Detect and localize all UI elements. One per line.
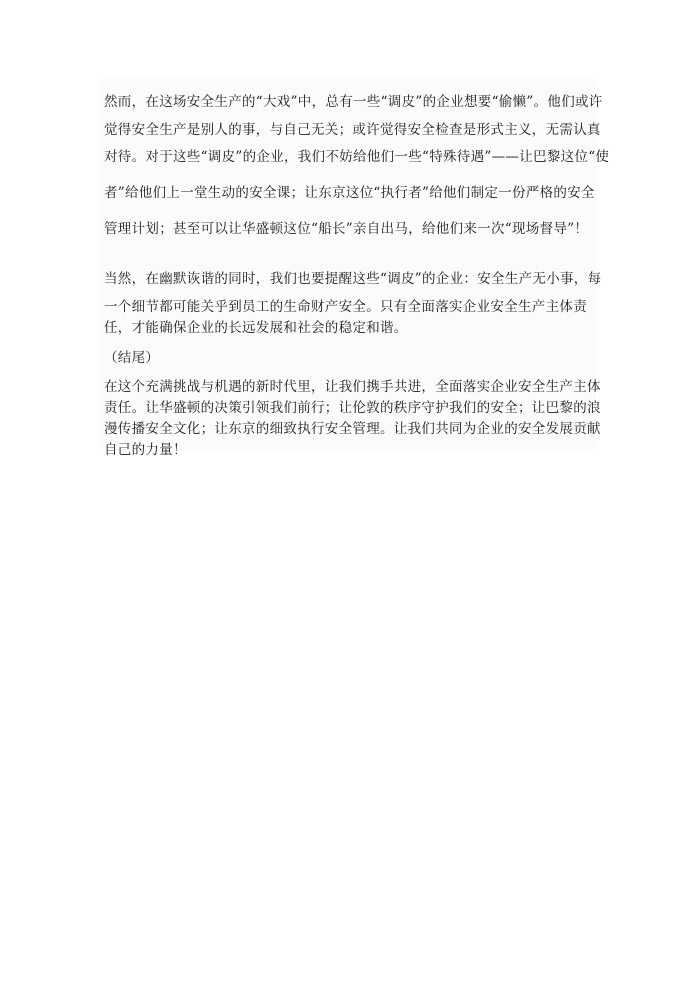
text-line: 任，才能确保企业的长远发展和社会的稳定和谐。	[104, 320, 408, 336]
text-line: 然而，在这场安全生产的“大戏”中，总有一些“调皮”的企业想要“偷懒”。他们或许	[104, 94, 603, 110]
text-line: 一个细节都可能关乎到员工的生命财产安全。只有全面落实企业安全生产主体责	[104, 299, 587, 315]
text-line: 对待。对于这些“调皮”的企业，我们不妨给他们一些“特殊待遇”——让巴黎这位“使	[104, 149, 610, 165]
text-line: 漫传播安全文化；让东京的细致执行安全管理。让我们共同为企业的安全发展贡献	[104, 421, 601, 437]
section-label: （结尾）	[104, 350, 160, 366]
text-line: 者”给他们上一堂生动的安全课；让东京这位“执行者”给他们制定一份严格的安全	[104, 185, 595, 201]
text-line: 在这个充满挑战与机遇的新时代里，让我们携手共进，全面落实企业安全生产主体	[104, 379, 601, 395]
text-line: 觉得安全生产是别人的事，与自己无关；或许觉得安全检查是形式主义，无需认真	[104, 122, 601, 138]
text-line: 责任。让华盛顿的决策引领我们前行；让伦敦的秩序守护我们的安全；让巴黎的浪	[104, 400, 601, 416]
text-line: 管理计划；甚至可以让华盛顿这位“船长”亲自出马，给他们来一次“现场督导”！	[104, 221, 589, 237]
text-line: 自己的力量！	[104, 442, 187, 458]
text-line: 当然，在幽默诙谐的同时，我们也要提醒这些“调皮”的企业：安全生产无小事，每	[104, 271, 602, 287]
